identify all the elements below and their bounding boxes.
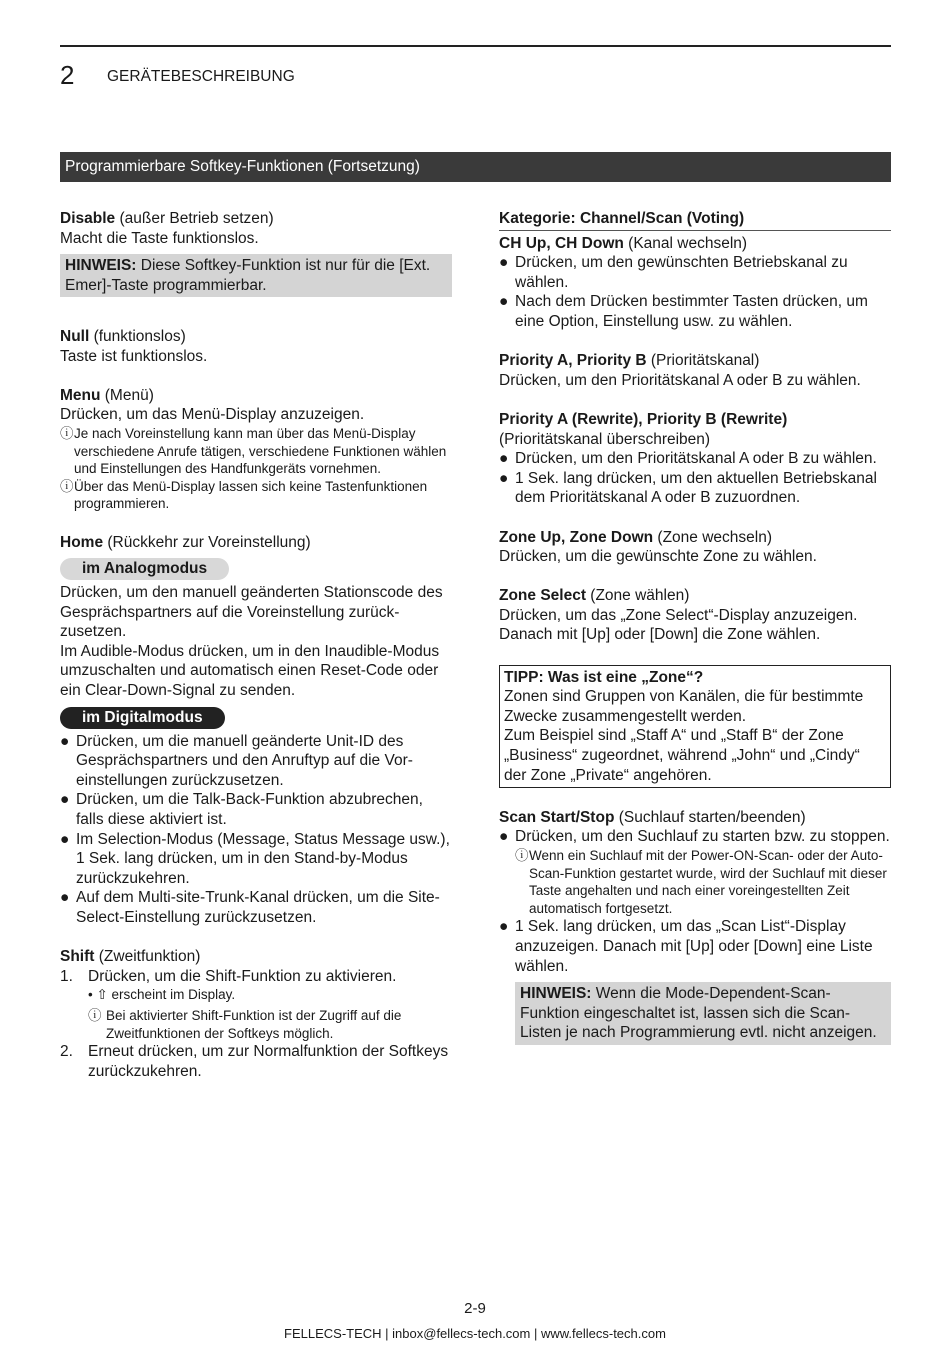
list-item (499, 917, 891, 976)
zone-sub: (Zone wechseln) (653, 528, 773, 546)
bullet-icon: ● (499, 828, 509, 846)
shift-icon: ⇧ (96, 987, 108, 1003)
step-sub-text: erscheint im Display. (107, 987, 236, 1003)
analog-text-2: Im Audible-Modus drücken, um in den Inaudible-Modus umzuschalten und automatisch einen Reset-Code oder ein Clear-Down-Signal zu senden. (60, 642, 440, 700)
scan-note (515, 982, 891, 1045)
menu-title: Menu (60, 386, 101, 404)
info-text: Wenn ein Suchlauf mit der Power-ON-Scan- oder der Auto-Scan-Funktion gestartet wurde, wird der Suchlauf mit dieser Taste angehalten und nach einer voreingestellten Zeit automatisch fortgesetzt. (529, 848, 887, 916)
priority-desc: Drücken, um den Prioritätskanal A oder B zu wählen. (499, 371, 861, 389)
scan-title: Scan Start/Stop (499, 808, 615, 826)
priority-rewrite-title: Priority A (Rewrite), Priority B (Rewrite) (499, 410, 788, 428)
bullet-icon: ● (60, 732, 70, 750)
list-item-text: Drücken, um den Suchlauf zu starten bzw. zu stoppen. (515, 828, 890, 846)
bullet-icon: ● (60, 889, 70, 907)
ch-title: CH Up, CH Down (499, 234, 624, 252)
note-label: HINWEIS: (65, 257, 137, 275)
tip-box (499, 665, 891, 789)
priority-sub: (Prioritätskanal) (646, 352, 760, 370)
list-item (499, 292, 891, 331)
shift-section (60, 947, 452, 1081)
scan-sub: (Suchlauf starten/beenden) (614, 808, 806, 826)
footer-contact: FELLECS-TECH | inbox@fellecs-tech.com | www.fellecs-tech.com (284, 1326, 666, 1341)
chapter-number: 2 (60, 60, 75, 90)
zone-select-sub: (Zone wählen) (586, 587, 690, 605)
list-item (60, 790, 452, 829)
disable-note (60, 254, 452, 297)
info-icon: ⓘ (60, 478, 74, 494)
step-text: Erneut drücken, um zur Normalfunktion der Softkeys zurückzukehren. (88, 1043, 449, 1080)
tip-text-1: Zonen sind Gruppen von Kanälen, die für bestimmte Zwecke zusammengestellt werden. (504, 688, 864, 725)
zone-section (499, 528, 891, 567)
list-item-text: 1 Sek. lang drücken, um den aktuellen Betriebskanal dem Prioritätskanal A oder B zuzuordnen. (515, 469, 877, 507)
step-1-sub: • ⇧ erscheint im Display. (88, 987, 236, 1003)
disable-desc: Macht die Taste funktionslos. (60, 229, 259, 247)
scan-section (499, 808, 891, 1045)
menu-info-2 (60, 478, 452, 513)
null-desc: Taste ist funktionslos. (60, 347, 208, 365)
list-item (60, 830, 452, 889)
scan-info (499, 847, 891, 917)
digital-mode-label: im Digitalmodus (60, 707, 225, 729)
note-text: Diese Softkey-Funktion ist nur für die [Ext. Emer]-Taste programmierbar. (65, 257, 431, 294)
list-item (499, 253, 891, 292)
list-item (60, 888, 452, 927)
chapter-title: GERÄTEBESCHREIBUNG (107, 68, 295, 85)
list-item (60, 732, 452, 791)
shift-sub: (Zweitfunktion) (94, 948, 201, 966)
null-sub: (funktionslos) (89, 327, 186, 345)
zone-desc: Drücken, um die gewünschte Zone zu wählen. (499, 548, 817, 566)
note-text: Wenn die Mode-Dependent-Scan-Funktion eingeschaltet ist, lassen sich die Scan-Listen je nach Programmierung evtl. nicht anzeigen. (520, 985, 877, 1042)
list-item (499, 449, 891, 469)
priority-section (499, 351, 891, 390)
bullet-icon: ● (499, 450, 509, 468)
step-1-info (60, 1007, 452, 1042)
zone-select-desc-2: Danach mit [Up] oder [Down] die Zone wählen. (499, 626, 821, 644)
menu-info-1 (60, 425, 452, 478)
priority-rewrite-sub: (Prioritätskanal überschreiben) (499, 430, 711, 448)
list-item-text: Nach dem Drücken bestimmter Tasten drücken, um eine Option, Einstellung usw. zu wählen. (515, 293, 868, 330)
priority-title: Priority A, Priority B (499, 352, 647, 370)
step-2 (60, 1042, 452, 1081)
list-item-text: Drücken, um den gewünschten Betriebskanal zu wählen. (515, 254, 848, 291)
bullet-icon: ● (499, 469, 509, 487)
top-rule (60, 45, 891, 47)
disable-section (60, 209, 452, 297)
bullet-icon: ● (499, 254, 509, 272)
list-item (499, 827, 891, 847)
home-title: Home (60, 533, 104, 551)
ch-sub: (Kanal wechseln) (623, 234, 748, 252)
step-text: Drücken, um die Shift-Funktion zu aktivieren. (88, 967, 397, 985)
home-section (60, 533, 452, 928)
zone-select-section (499, 586, 891, 645)
analog-text-1: Drücken, um den manuell geänderten Stationscode des Gesprächspartners auf die Voreinstellung zurückzusetzen. (60, 584, 443, 641)
info-text: Über das Menü-Display lassen sich keine Tastenfunktionen programmieren. (74, 478, 428, 512)
zone-select-title: Zone Select (499, 587, 586, 605)
list-item-text: Auf dem Multi-site-Trunk-Kanal drücken, um die Site-Select-Einstellung zurückzusetzen. (76, 889, 440, 926)
bullet-icon: ● (60, 791, 70, 809)
zone-title: Zone Up, Zone Down (499, 528, 654, 546)
page-number: 2-9 (464, 1300, 486, 1317)
info-icon: ⓘ (515, 848, 529, 863)
null-title: Null (60, 327, 90, 345)
priority-rewrite-section (499, 410, 891, 508)
bullet-icon: ● (499, 293, 509, 311)
tip-text-2: Zum Beispiel sind „Staff A“ und „Staff B“ der Zone „Business“ zugeordnet, während „John“ und „Cindy“ der Zone „Private“ angehören. (504, 727, 860, 784)
shift-title: Shift (60, 948, 95, 966)
list-item-text: Drücken, um die Talk-Back-Funktion abzubrechen, falls diese aktiviert ist. (76, 791, 423, 829)
step-number: 2. (60, 1043, 73, 1061)
category-heading: Kategorie: Channel/Scan (Voting) (499, 209, 891, 231)
left-column (60, 209, 452, 1081)
note-label: HINWEIS: (520, 985, 592, 1003)
list-item-text: Drücken, um den Prioritätskanal A oder B zu wählen. (515, 450, 877, 468)
disable-sub: (außer Betrieb setzen) (115, 210, 274, 227)
bullet-icon: ● (499, 918, 509, 936)
tip-title: TIPP: Was ist eine „Zone“? (504, 668, 704, 686)
null-section (60, 327, 452, 366)
info-icon: ⓘ (60, 425, 74, 441)
menu-section (60, 386, 452, 513)
ch-up-down-section (499, 234, 891, 332)
analog-mode-label: im Analogmodus (60, 558, 229, 580)
zone-select-desc-1: Drücken, um das „Zone Select“-Display anzuzeigen. (499, 606, 858, 624)
step-1 (60, 967, 452, 987)
disable-title: Disable (60, 210, 116, 227)
list-item-text: Im Selection-Modus (Message, Status Message usw.), 1 Sek. lang drücken, um in den Stand-by-Modus zurückzukehren. (76, 830, 450, 887)
info-icon: ⓘ (88, 1007, 102, 1023)
bullet-icon: ● (60, 830, 70, 848)
right-column (499, 209, 891, 1045)
list-item-text: Drücken, um die manuell geänderte Unit-ID des Gesprächspartners und den Anruftyp auf die Voreinstellungen zurückzusetzen. (76, 732, 413, 789)
info-text: Je nach Voreinstellung kann man über das Menü-Display verschiedene Anrufe tätigen, verschiedene Funktionen wählen und Einstellungen des Handfunkgeräts vornehmen. (74, 425, 447, 477)
info-text: Bei aktivierter Shift-Funktion ist der Zugriff auf die Zweitfunktionen der Softkeys möglich. (106, 1007, 402, 1041)
step-number: 1. (60, 967, 73, 985)
home-sub: (Rückkehr zur Voreinstellung) (103, 533, 311, 551)
list-item (499, 469, 891, 508)
section-banner: Programmierbare Softkey-Funktionen (Fortsetzung) (60, 152, 891, 182)
list-item-text: 1 Sek. lang drücken, um das „Scan List“-Display anzuzeigen. Danach mit [Up] oder [Down] eine Liste wählen. (515, 918, 873, 975)
menu-sub: (Menü) (100, 386, 154, 404)
menu-desc: Drücken, um das Menü-Display anzuzeigen. (60, 406, 365, 424)
